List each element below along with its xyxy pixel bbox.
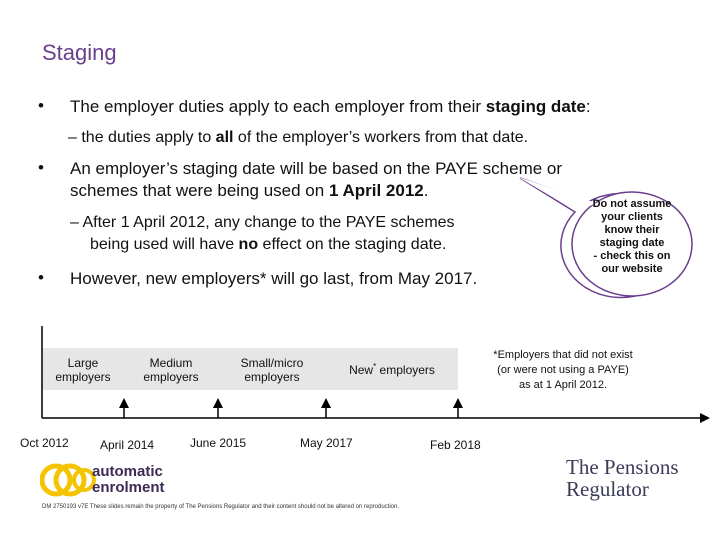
- automatic-enrolment-logo-text: automatic enrolment: [92, 463, 165, 496]
- segment-large: Large employers: [55, 356, 111, 384]
- bullet-3-text: However, new employers* will go last, from May 2017.: [70, 269, 478, 288]
- date-oct-2012: Oct 2012: [20, 436, 69, 450]
- pensions-regulator-logo: The Pensions Regulator: [566, 455, 679, 501]
- bullet-2-line2: schemes that were being used on 1 April 2012.: [70, 181, 429, 200]
- sub-1-bold: all: [215, 129, 234, 146]
- callout-text: Do not assume your clients know their staging date - check this on our website: [592, 198, 672, 275]
- segment-new: New* employers: [349, 362, 435, 377]
- sub-2-line1: After 1 April 2012, any change to the PAYE schemes: [82, 214, 455, 231]
- date-feb-2018: Feb 2018: [430, 438, 481, 452]
- sub-dash: –: [68, 129, 77, 146]
- automatic-enrolment-logo-icon: [40, 462, 96, 498]
- bullet-2-line1: An employer’s staging date will be based on the PAYE scheme or: [70, 159, 563, 178]
- slide-title: Staging: [42, 40, 117, 65]
- footer-note: DM 2750193 v7E These slides remain the property of The Pensions Regulator and their content should not be altered on reproduction.: [42, 504, 399, 510]
- sub-1-pre: the duties apply to: [81, 129, 216, 146]
- bullet-marker: •: [38, 96, 44, 115]
- employers-footnote: *Employers that did not exist (or were not using a PAYE) as at 1 April 2012.: [493, 349, 633, 391]
- sub-2-line2: being used will have no effect on the staging date.: [90, 236, 447, 253]
- date-april-2014: April 2014: [100, 438, 155, 452]
- bullet-1-bold: staging date: [485, 97, 586, 116]
- date-june-2015: June 2015: [190, 436, 247, 450]
- date-may-2017: May 2017: [300, 436, 353, 450]
- axis-arrow-icon: [700, 413, 710, 423]
- sub-dash: –: [70, 214, 79, 231]
- bullet-1-pre: The employer duties apply to each employer from their: [70, 97, 486, 116]
- bullet-marker: •: [38, 158, 44, 177]
- segment-medium: Medium employers: [143, 356, 199, 384]
- segment-small-micro: Small/micro employers: [240, 356, 304, 384]
- bullet-marker: •: [38, 268, 44, 287]
- bullet-1-post: :: [585, 97, 591, 116]
- sub-1-post: of the employer’s workers from that date.: [233, 129, 529, 146]
